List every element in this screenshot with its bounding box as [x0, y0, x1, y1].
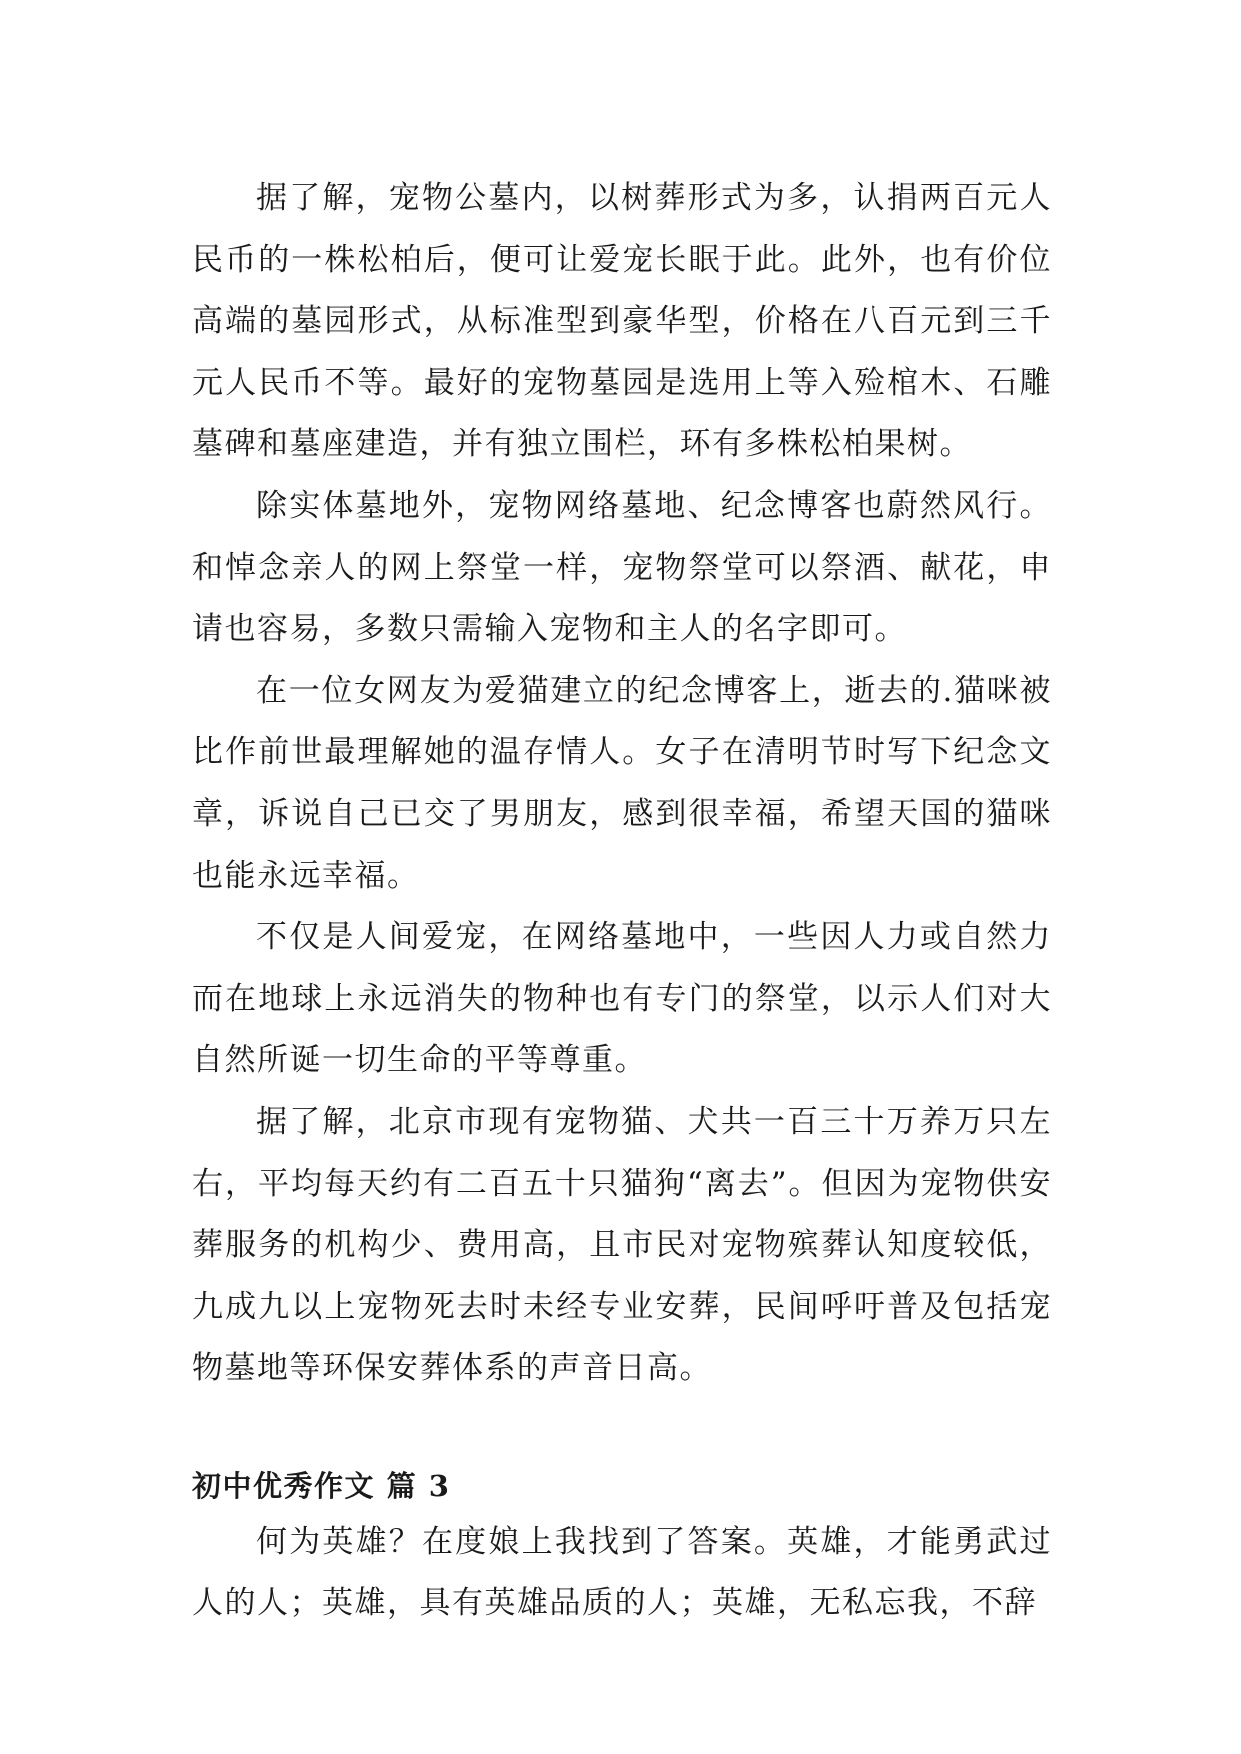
paragraph-online-memorials: 除实体墓地外，宠物网络墓地、纪念博客也蔚然风行。和悼念亲人的网上祭堂一样，宠物祭堂可以祭酒、献花，申请也容易，多数只需输入宠物和主人的名字即可。 [192, 487, 1052, 648]
paragraph-beijing-statistics: 据了解，北京市现有宠物猫、犬共一百三十万养万只左右，平均每天约有二百五十只猫狗“离去”。但因为宠物供安葬服务的机构少、费用高，且市民对宠物殡葬认知度较低，九成九以上宠物死去时未经专业安葬，民间呼吁普及包括宠物墓地等环保安葬体系的声音日高。 [192, 1103, 1052, 1387]
paragraph-extinct-species: 不仅是人间爱宠，在网络墓地中，一些因人力或自然力而在地球上永远消失的物种也有专门的祭堂，以示人们对大自然所诞一切生命的平等尊重。 [192, 919, 1052, 1079]
section-heading: 初中优秀作文 篇 3 [192, 1468, 451, 1503]
paragraph-hero-definition: 何为英雄？在度娘上我找到了答案。英雄，才能勇武过人的人；英雄，具有英雄品质的人；英雄，无私忘我，不辞 [192, 1523, 1052, 1622]
document-page [192, 168, 1052, 1635]
paragraph-pet-cemetery-prices: 据了解，宠物公墓内，以树葬形式为多，认捐两百元人民币的一株松柏后，便可让爱宠长眠于此。此外，也有价位高端的墓园形式，从标准型到豪华型，价格在八百元到三千元人民币不等。最好的宠物墓园是选用上等入殓棺木、石雕墓碑和墓座建造，并有独立围栏，环有多株松柏果树。 [192, 180, 1052, 463]
paragraph-cat-memorial-blog: 在一位女网友为爱猫建立的纪念博客上，逝去的.猫咪被比作前世最理解她的温存情人。女子在清明节时写下纪念文章，诉说自己已交了男朋友，感到很幸福，希望天国的猫咪也能永远幸福。 [192, 672, 1052, 894]
